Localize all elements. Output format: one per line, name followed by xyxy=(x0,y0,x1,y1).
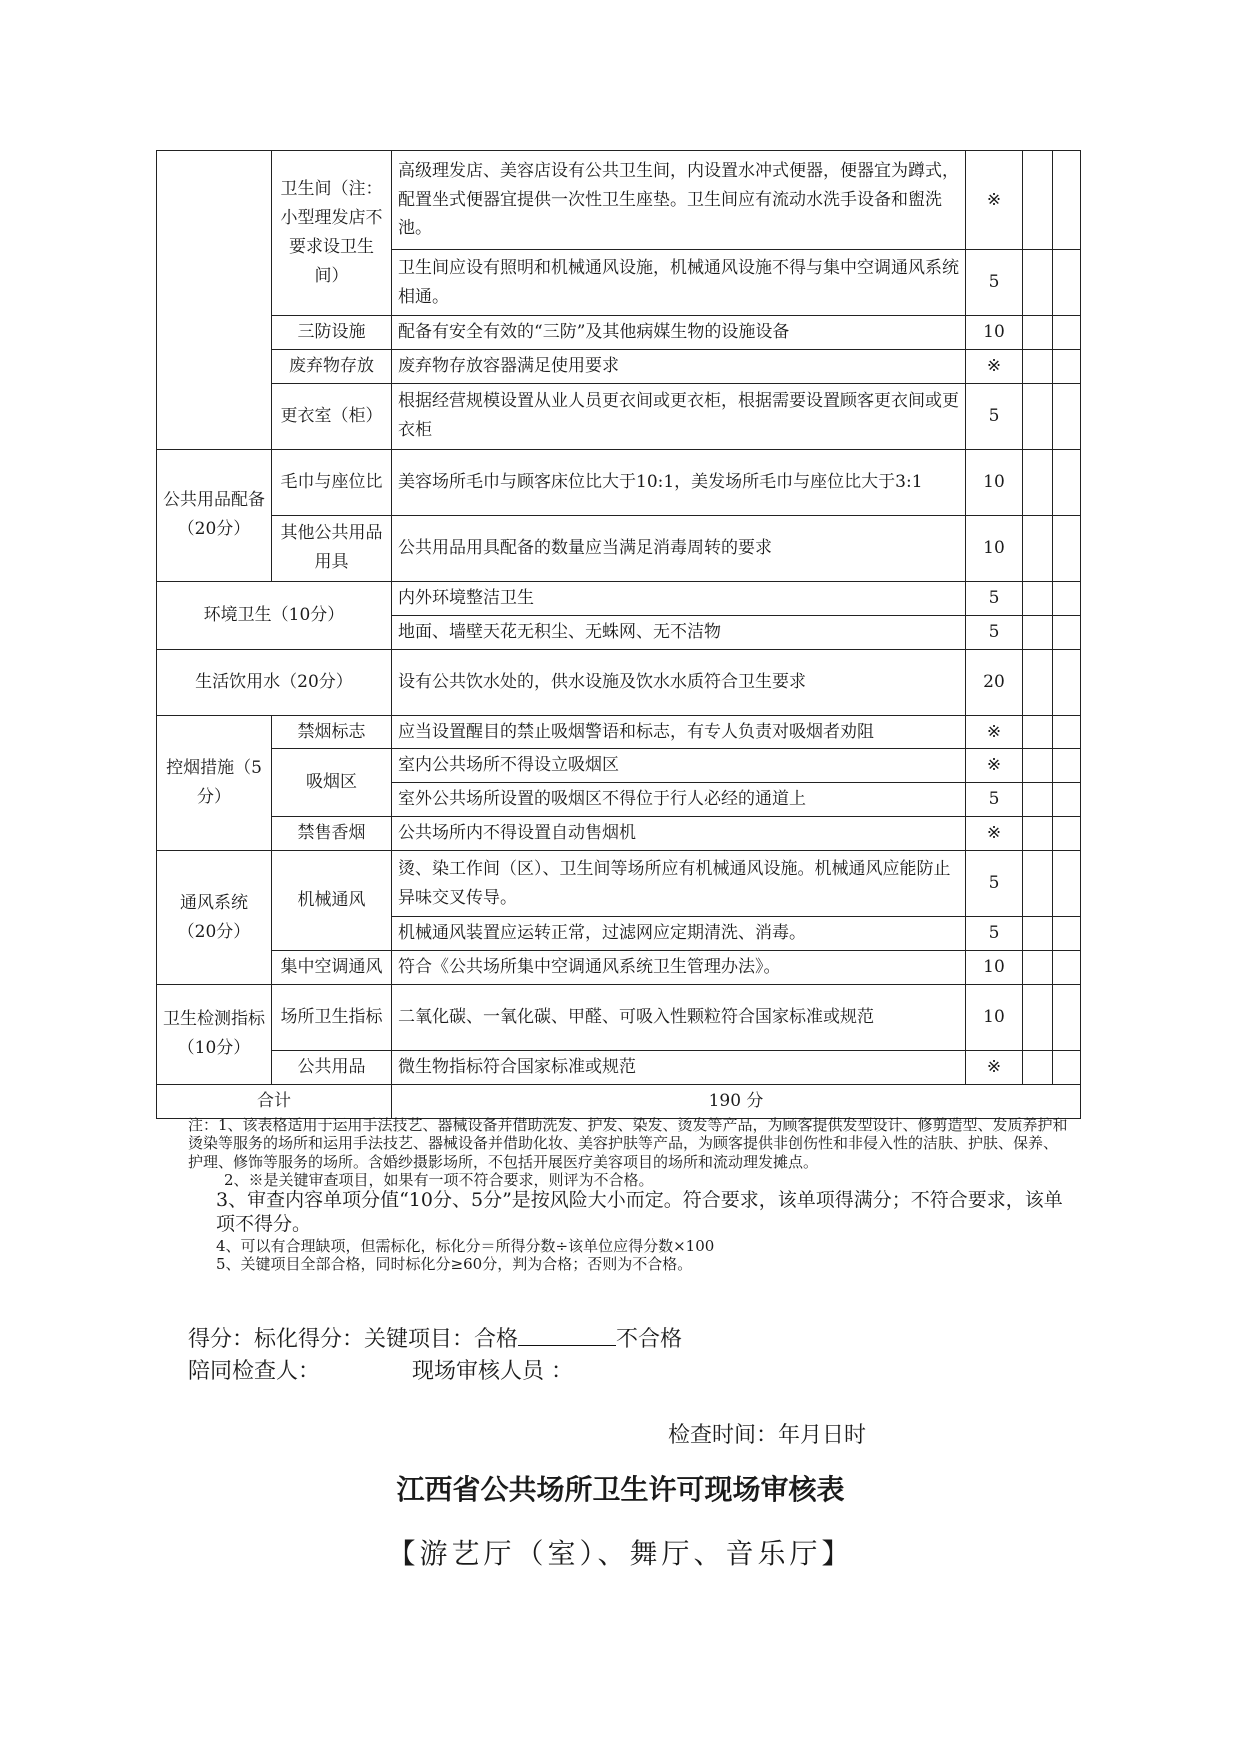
content-cell: 公共用品用具配备的数量应当满足消毒周转的要求 xyxy=(392,515,966,581)
blank-cell xyxy=(1053,749,1081,783)
table-row xyxy=(157,581,1081,615)
blank-cell xyxy=(1053,984,1081,1050)
score-cell: 5 xyxy=(966,383,1023,449)
content-cell: 机械通风装置应运转正常，过滤网应定期清洗、消毒。 xyxy=(392,917,966,951)
blank-cell xyxy=(1023,984,1053,1050)
table-row xyxy=(157,984,1081,1050)
blank-cell xyxy=(1023,349,1053,383)
next-form-title: 江西省公共场所卫生许可现场审核表 xyxy=(396,1473,845,1506)
table-row xyxy=(157,316,1081,350)
content-cell: 配备有安全有效的“三防”及其他病媒生物的设施设备 xyxy=(392,316,966,350)
score-cell: 5 xyxy=(966,615,1023,649)
blank-cell xyxy=(1053,515,1081,581)
blank-cell xyxy=(1053,715,1081,749)
blank-cell xyxy=(1053,783,1081,817)
content-cell: 公共场所内不得设置自动售烟机 xyxy=(392,817,966,851)
table-row xyxy=(157,851,1081,917)
blank-cell xyxy=(1023,649,1053,715)
score-line-text: 得分：标化得分：关键项目：合格 xyxy=(188,1327,519,1352)
content-cell: 内外环境整洁卫生 xyxy=(392,581,966,615)
score-cell: ※ xyxy=(966,1050,1023,1084)
escort-label: 陪同检查人： xyxy=(188,1359,321,1384)
subcategory-cell: 废弃物存放 xyxy=(272,349,392,383)
table-row xyxy=(157,817,1081,851)
table-row xyxy=(157,649,1081,715)
content-cell: 美容场所毛巾与顾客床位比大于10:1，美发场所毛巾与座位比大于3:1 xyxy=(392,449,966,515)
subcategory-cell: 集中空调通风 xyxy=(272,951,392,985)
table-row xyxy=(157,1050,1081,1084)
blank-cell xyxy=(1023,316,1053,350)
content-cell: 微生物指标符合国家标准或规范 xyxy=(392,1050,966,1084)
blank-cell xyxy=(1023,917,1053,951)
content-cell: 室外公共场所设置的吸烟区不得位于行人必经的通道上 xyxy=(392,783,966,817)
subcategory-cell: 其他公共用品用具 xyxy=(272,515,392,581)
category-cell: 通风系统（20分） xyxy=(157,851,272,985)
subcategory-cell: 机械通风 xyxy=(272,851,392,951)
audit-table xyxy=(156,150,1081,1119)
score-cell: 5 xyxy=(966,917,1023,951)
content-cell: 地面、墙壁天花无积尘、无蛛网、无不洁物 xyxy=(392,615,966,649)
category-cell: 控烟措施（5分） xyxy=(157,715,272,851)
score-cell: 5 xyxy=(966,783,1023,817)
score-cell: 5 xyxy=(966,250,1023,316)
category-cell xyxy=(157,151,272,450)
subcategory-cell: 公共用品 xyxy=(272,1050,392,1084)
blank-cell xyxy=(1053,449,1081,515)
blank-cell xyxy=(1053,316,1081,350)
score-cell: 5 xyxy=(966,581,1023,615)
blank-cell xyxy=(1023,1050,1053,1084)
reviewer-label: 现场审核人员 ： xyxy=(412,1359,573,1384)
content-cell: 设有公共饮水处的，供水设施及饮水水质符合卫生要求 xyxy=(392,649,966,715)
note-1: 注：1、该表格适用于运用手法技艺、器械设备并借助洗发、护发、染发、烫发等产品，为顾客提供发型设计、修剪造型、发质养护和烫染等服务的场所和运用手法技艺、器械设备并借助化妆、美容护肤等产品，为顾客提供非创伤性和非侵入性的洁肤、护肤、保养、护理、修饰等服务的场所。含婚纱摄影场所，不包括开展医疗美容项目的场所和流动理发摊点。 xyxy=(188,1116,1068,1171)
table-row xyxy=(157,151,1081,250)
blank-cell xyxy=(1053,383,1081,449)
table-row xyxy=(157,449,1081,515)
pass-underline xyxy=(518,1323,616,1346)
next-form-subtitle: 【游艺厅（室）、舞厅、音乐厅】 xyxy=(387,1537,854,1570)
blank-cell xyxy=(1023,515,1053,581)
subcategory-cell: 卫生间（注：小型理发店不要求设卫生间） xyxy=(272,151,392,316)
category-cell: 环境卫生（10分） xyxy=(157,581,392,649)
content-cell: 高级理发店、美容店设有公共卫生间，内设置水冲式便器，便器宜为蹲式，配置坐式便器宜提供一次性卫生座垫。卫生间应有流动水洗手设备和盥洗池。 xyxy=(392,151,966,250)
score-cell: ※ xyxy=(966,715,1023,749)
content-cell: 符合《公共场所集中空调通风系统卫生管理办法》。 xyxy=(392,951,966,985)
blank-cell xyxy=(1053,151,1081,250)
total-label: 合计 xyxy=(157,1084,392,1118)
content-cell: 根据经营规模设置从业人员更衣间或更衣柜，根据需要设置顾客更衣间或更衣柜 xyxy=(392,383,966,449)
blank-cell xyxy=(1023,581,1053,615)
blank-cell xyxy=(1023,615,1053,649)
blank-cell xyxy=(1023,951,1053,985)
blank-cell xyxy=(1023,851,1053,917)
notes-block xyxy=(188,1116,1068,1273)
score-line xyxy=(188,1322,682,1353)
content-cell: 废弃物存放容器满足使用要求 xyxy=(392,349,966,383)
content-cell: 卫生间应设有照明和机械通风设施，机械通风设施不得与集中空调通风系统相通。 xyxy=(392,250,966,316)
category-cell: 卫生检测指标（10分） xyxy=(157,984,272,1084)
score-cell: ※ xyxy=(966,151,1023,250)
blank-cell xyxy=(1023,783,1053,817)
score-cell: 10 xyxy=(966,951,1023,985)
note-2: 2、※是关键审查项目，如果有一项不符合要求，则评为不合格。 xyxy=(224,1170,654,1189)
blank-cell xyxy=(1053,1050,1081,1084)
inspection-time: 检查时间：年月日时 xyxy=(668,1423,867,1448)
table-row xyxy=(157,349,1081,383)
table-row xyxy=(157,515,1081,581)
table-row xyxy=(157,383,1081,449)
content-cell: 二氧化碳、一氧化碳、甲醛、可吸入性颗粒符合国家标准或规范 xyxy=(392,984,966,1050)
total-row xyxy=(157,1084,1081,1118)
content-cell: 应当设置醒目的禁止吸烟警语和标志，有专人负责对吸烟者劝阻 xyxy=(392,715,966,749)
score-cell: 10 xyxy=(966,449,1023,515)
table-row xyxy=(157,749,1081,783)
blank-cell xyxy=(1053,349,1081,383)
score-cell: ※ xyxy=(966,817,1023,851)
blank-cell xyxy=(1023,151,1053,250)
blank-cell xyxy=(1053,581,1081,615)
subcategory-cell: 三防设施 xyxy=(272,316,392,350)
table-row xyxy=(157,951,1081,985)
blank-cell xyxy=(1023,817,1053,851)
subcategory-cell: 毛巾与座位比 xyxy=(272,449,392,515)
score-cell: ※ xyxy=(966,349,1023,383)
blank-cell xyxy=(1023,715,1053,749)
blank-cell xyxy=(1023,250,1053,316)
content-cell: 烫、染工作间（区）、卫生间等场所应有机械通风设施。机械通风应能防止异味交叉传导。 xyxy=(392,851,966,917)
note-4: 4、可以有合理缺项，但需标化，标化分＝所得分数÷该单位应得分数×100 xyxy=(216,1236,715,1255)
blank-cell xyxy=(1053,951,1081,985)
blank-cell xyxy=(1023,449,1053,515)
note-5: 5、关键项目全部合格，同时标化分≥60分，判为合格；否则为不合格。 xyxy=(216,1254,693,1273)
score-cell: 5 xyxy=(966,851,1023,917)
blank-cell xyxy=(1053,250,1081,316)
subcategory-cell: 禁烟标志 xyxy=(272,715,392,749)
table-row xyxy=(157,715,1081,749)
subcategory-cell: 禁售香烟 xyxy=(272,817,392,851)
subcategory-cell: 场所卫生指标 xyxy=(272,984,392,1050)
content-cell: 室内公共场所不得设立吸烟区 xyxy=(392,749,966,783)
score-cell: 20 xyxy=(966,649,1023,715)
score-cell: ※ xyxy=(966,749,1023,783)
category-cell: 生活饮用水（20分） xyxy=(157,649,392,715)
fail-label: 不合格 xyxy=(616,1327,683,1352)
score-cell: 10 xyxy=(966,984,1023,1050)
blank-cell xyxy=(1053,615,1081,649)
blank-cell xyxy=(1053,851,1081,917)
score-cell: 10 xyxy=(966,316,1023,350)
blank-cell xyxy=(1053,917,1081,951)
blank-cell xyxy=(1023,749,1053,783)
score-cell: 10 xyxy=(966,515,1023,581)
category-cell: 公共用品配备（20分） xyxy=(157,449,272,581)
blank-cell xyxy=(1053,817,1081,851)
blank-cell xyxy=(1053,649,1081,715)
subcategory-cell: 吸烟区 xyxy=(272,749,392,817)
subcategory-cell: 更衣室（柜） xyxy=(272,383,392,449)
note-3: 3、审查内容单项分值“10分、5分”是按风险大小而定。符合要求，该单项得满分；不符合要求，该单项不得分。 xyxy=(216,1189,1063,1235)
blank-cell xyxy=(1023,383,1053,449)
total-score: 190 分 xyxy=(392,1084,1081,1118)
